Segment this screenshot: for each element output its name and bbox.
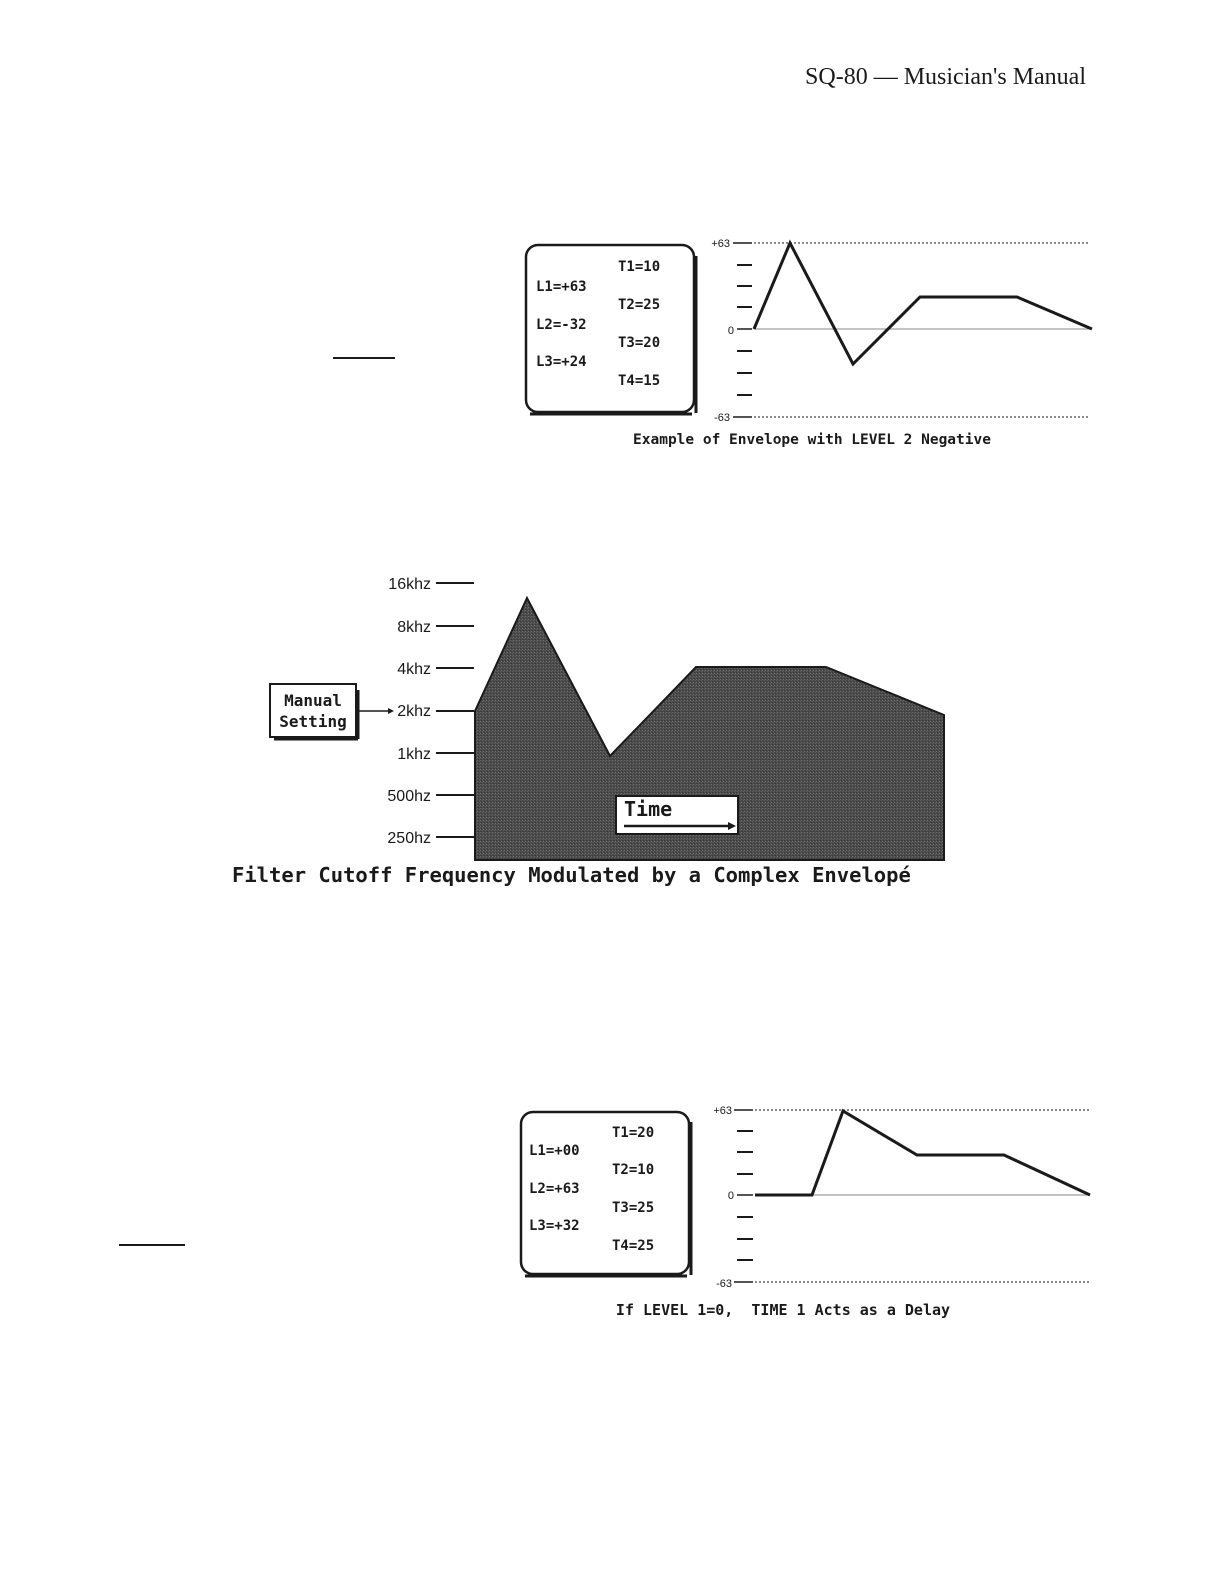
param-t3: T3=20 <box>618 335 661 351</box>
envelope-figure-time1-delay <box>515 1096 1105 1328</box>
figure-caption: If LEVEL 1=0, TIME 1 Acts as a Delay <box>615 1301 951 1319</box>
figure-caption: Example of Envelope with LEVEL 2 Negative <box>633 432 991 448</box>
manual-setting-line2: Setting <box>279 712 347 731</box>
axis-top-label: +63 <box>713 1105 732 1117</box>
axis-top-label: +63 <box>711 238 730 250</box>
freq-label-8khz: 8khz <box>397 619 431 636</box>
figure-caption: Filter Cutoff Frequency Modulated by a Complex Envelopé <box>232 863 911 887</box>
param-l1: L1=+00 <box>529 1143 580 1159</box>
param-t4: T4=15 <box>618 373 661 389</box>
param-l3: L3=+24 <box>536 354 587 370</box>
margin-rule-1 <box>333 357 395 359</box>
param-l2: L2=-32 <box>536 317 587 333</box>
manual-setting-arrow <box>388 708 394 714</box>
time-label: Time <box>624 797 673 821</box>
param-t3: T3=25 <box>612 1200 655 1216</box>
freq-label-500hz: 500hz <box>387 788 431 805</box>
param-t1: T1=20 <box>612 1125 655 1141</box>
param-t1: T1=10 <box>618 259 661 275</box>
margin-rule-2 <box>119 1244 185 1246</box>
param-l1: L1=+63 <box>536 279 587 295</box>
freq-label-4khz: 4khz <box>397 661 431 678</box>
running-header: SQ-80 — Musician's Manual <box>805 64 1086 90</box>
envelope-line <box>754 243 1092 364</box>
axis-bottom-label: -63 <box>716 1278 732 1290</box>
freq-label-1khz: 1khz <box>397 746 431 763</box>
param-t2: T2=25 <box>618 297 661 313</box>
param-t4: T4=25 <box>612 1238 655 1254</box>
param-l3: L3=+32 <box>529 1218 580 1234</box>
param-t2: T2=10 <box>612 1162 655 1178</box>
axis-bottom-label: -63 <box>714 412 730 424</box>
freq-label-16khz: 16khz <box>388 576 431 593</box>
freq-label-250hz: 250hz <box>387 830 431 847</box>
envelope-figure-level2-negative <box>520 230 1100 458</box>
param-l2: L2=+63 <box>529 1181 580 1197</box>
freq-label-2khz: 2khz <box>397 703 431 720</box>
axis-zero-label: 0 <box>727 1190 734 1202</box>
envelope-line <box>755 1111 1090 1195</box>
manual-setting-line1: Manual <box>284 691 342 710</box>
axis-zero-label: 0 <box>727 325 734 337</box>
filter-cutoff-figure <box>228 565 1008 895</box>
